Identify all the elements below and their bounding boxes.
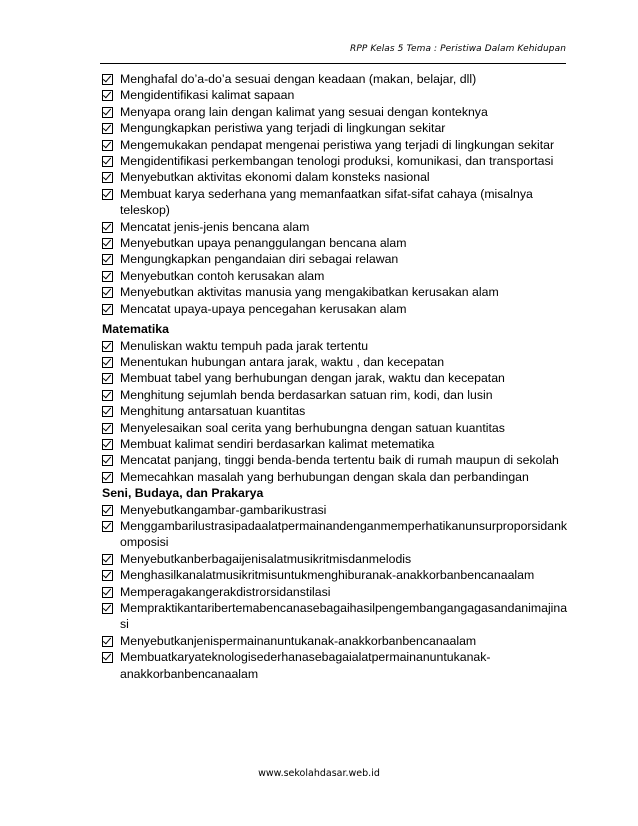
checkbox-checked-icon: [102, 570, 113, 581]
page-footer: www.sekolahdasar.web.id: [258, 768, 380, 779]
list-item: Menyelesaikan soal cerita yang berhubungna dengan satuan kuantitas: [102, 420, 568, 436]
checkbox-checked-icon: [102, 423, 113, 434]
checkbox-checked-icon: [102, 222, 113, 233]
checkbox-checked-icon: [102, 505, 113, 516]
checkbox-checked-icon: [102, 603, 113, 614]
checkbox-checked-icon: [102, 287, 113, 298]
list-item: Membuat kalimat sendiri berdasarkan kalimat metematika: [102, 436, 568, 452]
list-item: Mengemukakan pendapat mengenai peristiwa yang terjadi di lingkungan sekitar: [102, 137, 568, 153]
section-title-seni-budaya-prakarya: Seni, Budaya, dan Prakarya: [102, 486, 264, 501]
list-item: Menyebutkan aktivitas manusia yang mengakibatkan kerusakan alam: [102, 284, 568, 300]
checkbox-checked-icon: [102, 521, 113, 532]
checkbox-checked-icon: [102, 238, 113, 249]
section-title-matematika: Matematika: [102, 322, 169, 337]
list-item: Menuliskan waktu tempuh pada jarak tertentu: [102, 338, 568, 354]
list-item: Menyebutkan contoh kerusakan alam: [102, 268, 568, 284]
checkbox-checked-icon: [102, 406, 113, 417]
list-item: Menghafal do’a-do’a sesuai dengan keadaan (makan, belajar, dll): [102, 71, 568, 87]
list-item: Menyebutkan aktivitas ekonomi dalam konsteks nasional: [102, 169, 568, 185]
list-item: Mencatat panjang, tinggi benda-benda tertentu baik di rumah maupun di sekolah: [102, 452, 568, 468]
list-item: Menentukan hubungan antara jarak, waktu , dan kecepatan: [102, 354, 568, 370]
list-item: Memecahkan masalah yang berhubungan dengan skala dan perbandingan: [102, 469, 568, 485]
checkbox-checked-icon: [102, 373, 113, 384]
list-item: Menghitung antarsatuan kuantitas: [102, 403, 568, 419]
list-item: Membuatkaryateknologisederhanasebagaialatpermainanuntukanak-anakkorbanbencanaalam: [102, 649, 568, 682]
checkbox-checked-icon: [102, 472, 113, 483]
checkbox-checked-icon: [102, 390, 113, 401]
list-item: Mengidentifikasi perkembangan tenologi produksi, komunikasi, dan transportasi: [102, 153, 568, 169]
checkbox-checked-icon: [102, 254, 113, 265]
sbdp-checklist: [102, 502, 568, 682]
list-item: Menyebutkanjenispermainanuntukanak-anakkorbanbencanaalam: [102, 633, 568, 649]
general-checklist: [102, 71, 568, 317]
checkbox-checked-icon: [102, 439, 113, 450]
checkbox-checked-icon: [102, 554, 113, 565]
checkbox-checked-icon: [102, 90, 113, 101]
list-item: Membuat tabel yang berhubungan dengan jarak, waktu dan kecepatan: [102, 370, 568, 386]
list-item: Mencatat upaya-upaya pencegahan kerusakan alam: [102, 301, 568, 317]
list-item: Mengidentifikasi kalimat sapaan: [102, 87, 568, 103]
checkbox-checked-icon: [102, 341, 113, 352]
list-item: Menggambarilustrasipadaalatpermainandenganmemperhatikanunsurproporsidankomposisi: [102, 518, 568, 551]
checkbox-checked-icon: [102, 123, 113, 134]
page-header: RPP Kelas 5 Tema : Peristiwa Dalam Kehidupan: [350, 44, 566, 54]
document-body: [102, 71, 568, 682]
checkbox-checked-icon: [102, 271, 113, 282]
checkbox-checked-icon: [102, 636, 113, 647]
list-item: Menyebutkanberbagaijenisalatmusikritmisdanmelodis: [102, 551, 568, 567]
list-item: Memperagakangerakdistrorsidanstilasi: [102, 584, 568, 600]
checkbox-checked-icon: [102, 587, 113, 598]
list-item: Menyebutkan upaya penanggulangan bencana alam: [102, 235, 568, 251]
checkbox-checked-icon: [102, 74, 113, 85]
checkbox-checked-icon: [102, 304, 113, 315]
checkbox-checked-icon: [102, 652, 113, 663]
header-rule: [100, 63, 566, 64]
checkbox-checked-icon: [102, 140, 113, 151]
checkbox-checked-icon: [102, 107, 113, 118]
list-item: Mempraktikantaribertemabencanasebagaihasilpengembangangagasandanimajinasi: [102, 600, 568, 633]
list-item: Mencatat jenis-jenis bencana alam: [102, 219, 568, 235]
list-item: Menghasilkanalatmusikritmisuntukmenghiburanak-anakkorbanbencanaalam: [102, 567, 568, 583]
checkbox-checked-icon: [102, 189, 113, 200]
list-item: Mengungkapkan peristiwa yang terjadi di lingkungan sekitar: [102, 120, 568, 136]
list-item: Membuat karya sederhana yang memanfaatkan sifat-sifat cahaya (misalnya teleskop): [102, 186, 568, 219]
list-item: Menyapa orang lain dengan kalimat yang sesuai dengan konteknya: [102, 104, 568, 120]
checkbox-checked-icon: [102, 357, 113, 368]
checkbox-checked-icon: [102, 172, 113, 183]
list-item: Menyebutkangambar-gambarikustrasi: [102, 502, 568, 518]
list-item: Menghitung sejumlah benda berdasarkan satuan rim, kodi, dan lusin: [102, 387, 568, 403]
matematika-checklist: [102, 338, 568, 486]
checkbox-checked-icon: [102, 156, 113, 167]
checkbox-checked-icon: [102, 455, 113, 466]
list-item: Mengungkapkan pengandaian diri sebagai relawan: [102, 251, 568, 267]
